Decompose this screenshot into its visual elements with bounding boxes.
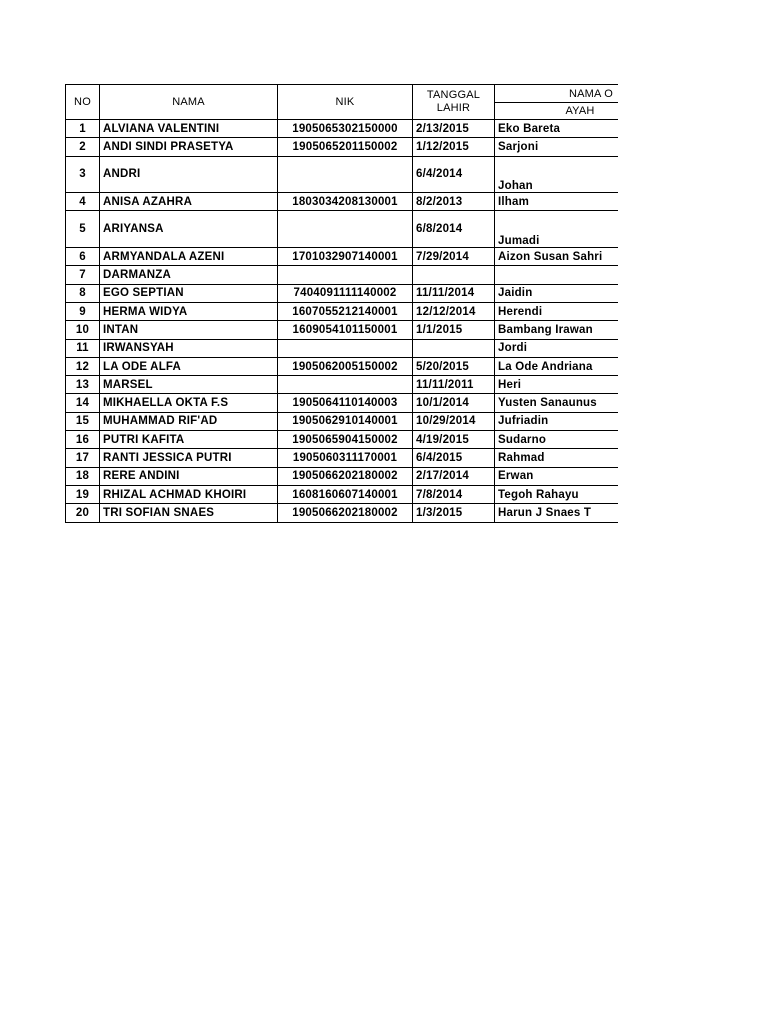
cell-tanggal-lahir[interactable]: 11/11/2014	[413, 284, 495, 302]
cell-nama[interactable]: ANDI SINDI PRASETYA	[100, 138, 278, 156]
table-row	[66, 266, 619, 284]
header-tanggal-lahir	[413, 85, 495, 120]
cell-nik[interactable]: 1905060311170001	[278, 449, 413, 467]
cell-nik[interactable]: 7404091111140002	[278, 284, 413, 302]
cell-no[interactable]: 13	[66, 376, 100, 394]
cell-no[interactable]: 19	[66, 485, 100, 503]
table-row	[66, 120, 619, 138]
table-row	[66, 504, 619, 522]
cell-ayah[interactable]: Jaidin	[495, 284, 619, 302]
cell-nama[interactable]: ARIYANSA	[100, 211, 278, 248]
cell-ayah[interactable]: Jufriadin	[495, 412, 619, 430]
cell-tanggal-lahir[interactable]: 6/4/2015	[413, 449, 495, 467]
cell-no[interactable]: 3	[66, 156, 100, 193]
cell-nama[interactable]: RERE ANDINI	[100, 467, 278, 485]
table-row	[66, 357, 619, 375]
cell-ayah[interactable]: Johan	[495, 156, 619, 193]
cell-tanggal-lahir[interactable]: 1/1/2015	[413, 321, 495, 339]
student-table	[65, 84, 618, 523]
cell-nama[interactable]: EGO SEPTIAN	[100, 284, 278, 302]
cell-nama[interactable]: ARMYANDALA AZENI	[100, 248, 278, 266]
cell-nik[interactable]: 1905066202180002	[278, 504, 413, 522]
cell-no[interactable]: 14	[66, 394, 100, 412]
header-nama: NAMA	[100, 85, 278, 120]
cell-no[interactable]: 15	[66, 412, 100, 430]
table-row	[66, 302, 619, 320]
cell-nama[interactable]: ANDRI	[100, 156, 278, 193]
cell-tanggal-lahir[interactable]: 10/1/2014	[413, 394, 495, 412]
table-row	[66, 284, 619, 302]
cell-nik[interactable]: 1609054101150001	[278, 321, 413, 339]
cell-tanggal-lahir[interactable]: 8/2/2013	[413, 193, 495, 211]
cell-nik[interactable]: 1905062910140001	[278, 412, 413, 430]
cell-ayah[interactable]: Sarjoni	[495, 138, 619, 156]
cell-nik[interactable]: 1905064110140003	[278, 394, 413, 412]
cell-nik[interactable]	[278, 156, 413, 193]
cell-tanggal-lahir[interactable]: 12/12/2014	[413, 302, 495, 320]
cell-ayah[interactable]: Jumadi	[495, 211, 619, 248]
cell-nik[interactable]: 1905066202180002	[278, 467, 413, 485]
cell-ayah[interactable]: Heri	[495, 376, 619, 394]
cell-tanggal-lahir[interactable]: 4/19/2015	[413, 431, 495, 449]
cell-nama[interactable]: INTAN	[100, 321, 278, 339]
table-row	[66, 193, 619, 211]
cell-ayah[interactable]: Sudarno	[495, 431, 619, 449]
cell-no[interactable]: 8	[66, 284, 100, 302]
cell-ayah[interactable]	[495, 266, 619, 284]
cell-ayah[interactable]: La Ode Andriana	[495, 357, 619, 375]
cell-tanggal-lahir[interactable]: 5/20/2015	[413, 357, 495, 375]
table-row	[66, 321, 619, 339]
cell-nama[interactable]: HERMA WIDYA	[100, 302, 278, 320]
cell-nik[interactable]: 1905065302150000	[278, 120, 413, 138]
cell-nama[interactable]: IRWANSYAH	[100, 339, 278, 357]
table-row	[66, 449, 619, 467]
header-ayah: AYAH	[495, 103, 619, 120]
table-row	[66, 156, 619, 193]
cell-ayah[interactable]: Aizon Susan Sahri	[495, 248, 619, 266]
cell-tanggal-lahir[interactable]: 2/17/2014	[413, 467, 495, 485]
cell-nama[interactable]: PUTRI KAFITA	[100, 431, 278, 449]
cell-no[interactable]: 5	[66, 211, 100, 248]
header-tanggal-line1: TANGGAL	[426, 89, 481, 101]
cell-nik[interactable]	[278, 339, 413, 357]
cell-nama[interactable]: MUHAMMAD RIF'AD	[100, 412, 278, 430]
cell-nik[interactable]	[278, 376, 413, 394]
cell-tanggal-lahir[interactable]: 6/8/2014	[413, 211, 495, 248]
cell-nama[interactable]: ALVIANA VALENTINI	[100, 120, 278, 138]
cell-nik[interactable]: 1905065904150002	[278, 431, 413, 449]
cell-nama[interactable]: RHIZAL ACHMAD KHOIRI	[100, 485, 278, 503]
cell-nik[interactable]: 1905065201150002	[278, 138, 413, 156]
cell-tanggal-lahir[interactable]: 1/12/2015	[413, 138, 495, 156]
table-row	[66, 485, 619, 503]
cell-tanggal-lahir[interactable]	[413, 339, 495, 357]
cell-no[interactable]: 2	[66, 138, 100, 156]
cell-no[interactable]: 17	[66, 449, 100, 467]
header-no: NO	[66, 85, 100, 120]
cell-nik[interactable]: 1905062005150002	[278, 357, 413, 375]
cell-ayah[interactable]: Eko Bareta	[495, 120, 619, 138]
cell-ayah[interactable]: Ilham	[495, 193, 619, 211]
student-data-sheet	[65, 84, 618, 523]
cell-tanggal-lahir[interactable]: 7/29/2014	[413, 248, 495, 266]
cell-nama[interactable]: DARMANZA	[100, 266, 278, 284]
cell-no[interactable]: 18	[66, 467, 100, 485]
cell-no[interactable]: 11	[66, 339, 100, 357]
table-row	[66, 211, 619, 248]
cell-ayah[interactable]: Bambang Irawan	[495, 321, 619, 339]
cell-ayah[interactable]: Yusten Sanaunus	[495, 394, 619, 412]
header-row-top	[66, 85, 619, 103]
cell-no[interactable]: 6	[66, 248, 100, 266]
cell-tanggal-lahir[interactable]: 1/3/2015	[413, 504, 495, 522]
table-row	[66, 394, 619, 412]
cell-no[interactable]: 7	[66, 266, 100, 284]
cell-no[interactable]: 16	[66, 431, 100, 449]
table-body	[66, 120, 619, 523]
cell-nama[interactable]: MIKHAELLA OKTA F.S	[100, 394, 278, 412]
table-row	[66, 431, 619, 449]
table-row	[66, 138, 619, 156]
cell-no[interactable]: 20	[66, 504, 100, 522]
cell-nama[interactable]: TRI SOFIAN SNAES	[100, 504, 278, 522]
cell-tanggal-lahir[interactable]: 11/11/2011	[413, 376, 495, 394]
cell-tanggal-lahir[interactable]: 10/29/2014	[413, 412, 495, 430]
header-tanggal-line2: LAHIR	[436, 102, 471, 114]
cell-nik[interactable]: 1701032907140001	[278, 248, 413, 266]
cell-nik[interactable]: 1608160607140001	[278, 485, 413, 503]
table-row	[66, 376, 619, 394]
cell-tanggal-lahir[interactable]: 6/4/2014	[413, 156, 495, 193]
cell-no[interactable]: 12	[66, 357, 100, 375]
cell-tanggal-lahir[interactable]	[413, 266, 495, 284]
cell-ayah[interactable]: Harun J Snaes T	[495, 504, 619, 522]
table-row	[66, 412, 619, 430]
cell-nik[interactable]	[278, 211, 413, 248]
cell-nik[interactable]: 1803034208130001	[278, 193, 413, 211]
header-nik: NIK	[278, 85, 413, 120]
cell-ayah[interactable]: Rahmad	[495, 449, 619, 467]
cell-tanggal-lahir[interactable]: 2/13/2015	[413, 120, 495, 138]
cell-nama[interactable]: MARSEL	[100, 376, 278, 394]
cell-no[interactable]: 4	[66, 193, 100, 211]
cell-ayah[interactable]: Erwan	[495, 467, 619, 485]
table-row	[66, 248, 619, 266]
cell-tanggal-lahir[interactable]: 7/8/2014	[413, 485, 495, 503]
cell-nama[interactable]: RANTI JESSICA PUTRI	[100, 449, 278, 467]
cell-ayah[interactable]: Jordi	[495, 339, 619, 357]
cell-ayah[interactable]: Tegoh Rahayu	[495, 485, 619, 503]
cell-no[interactable]: 1	[66, 120, 100, 138]
table-row	[66, 467, 619, 485]
cell-nik[interactable]: 1607055212140001	[278, 302, 413, 320]
cell-nik[interactable]	[278, 266, 413, 284]
cell-no[interactable]: 10	[66, 321, 100, 339]
header-nama-orang-tua: NAMA O	[495, 85, 619, 103]
cell-nama[interactable]: ANISA AZAHRA	[100, 193, 278, 211]
cell-no[interactable]: 9	[66, 302, 100, 320]
table-row	[66, 339, 619, 357]
cell-ayah[interactable]: Herendi	[495, 302, 619, 320]
cell-nama[interactable]: LA ODE ALFA	[100, 357, 278, 375]
